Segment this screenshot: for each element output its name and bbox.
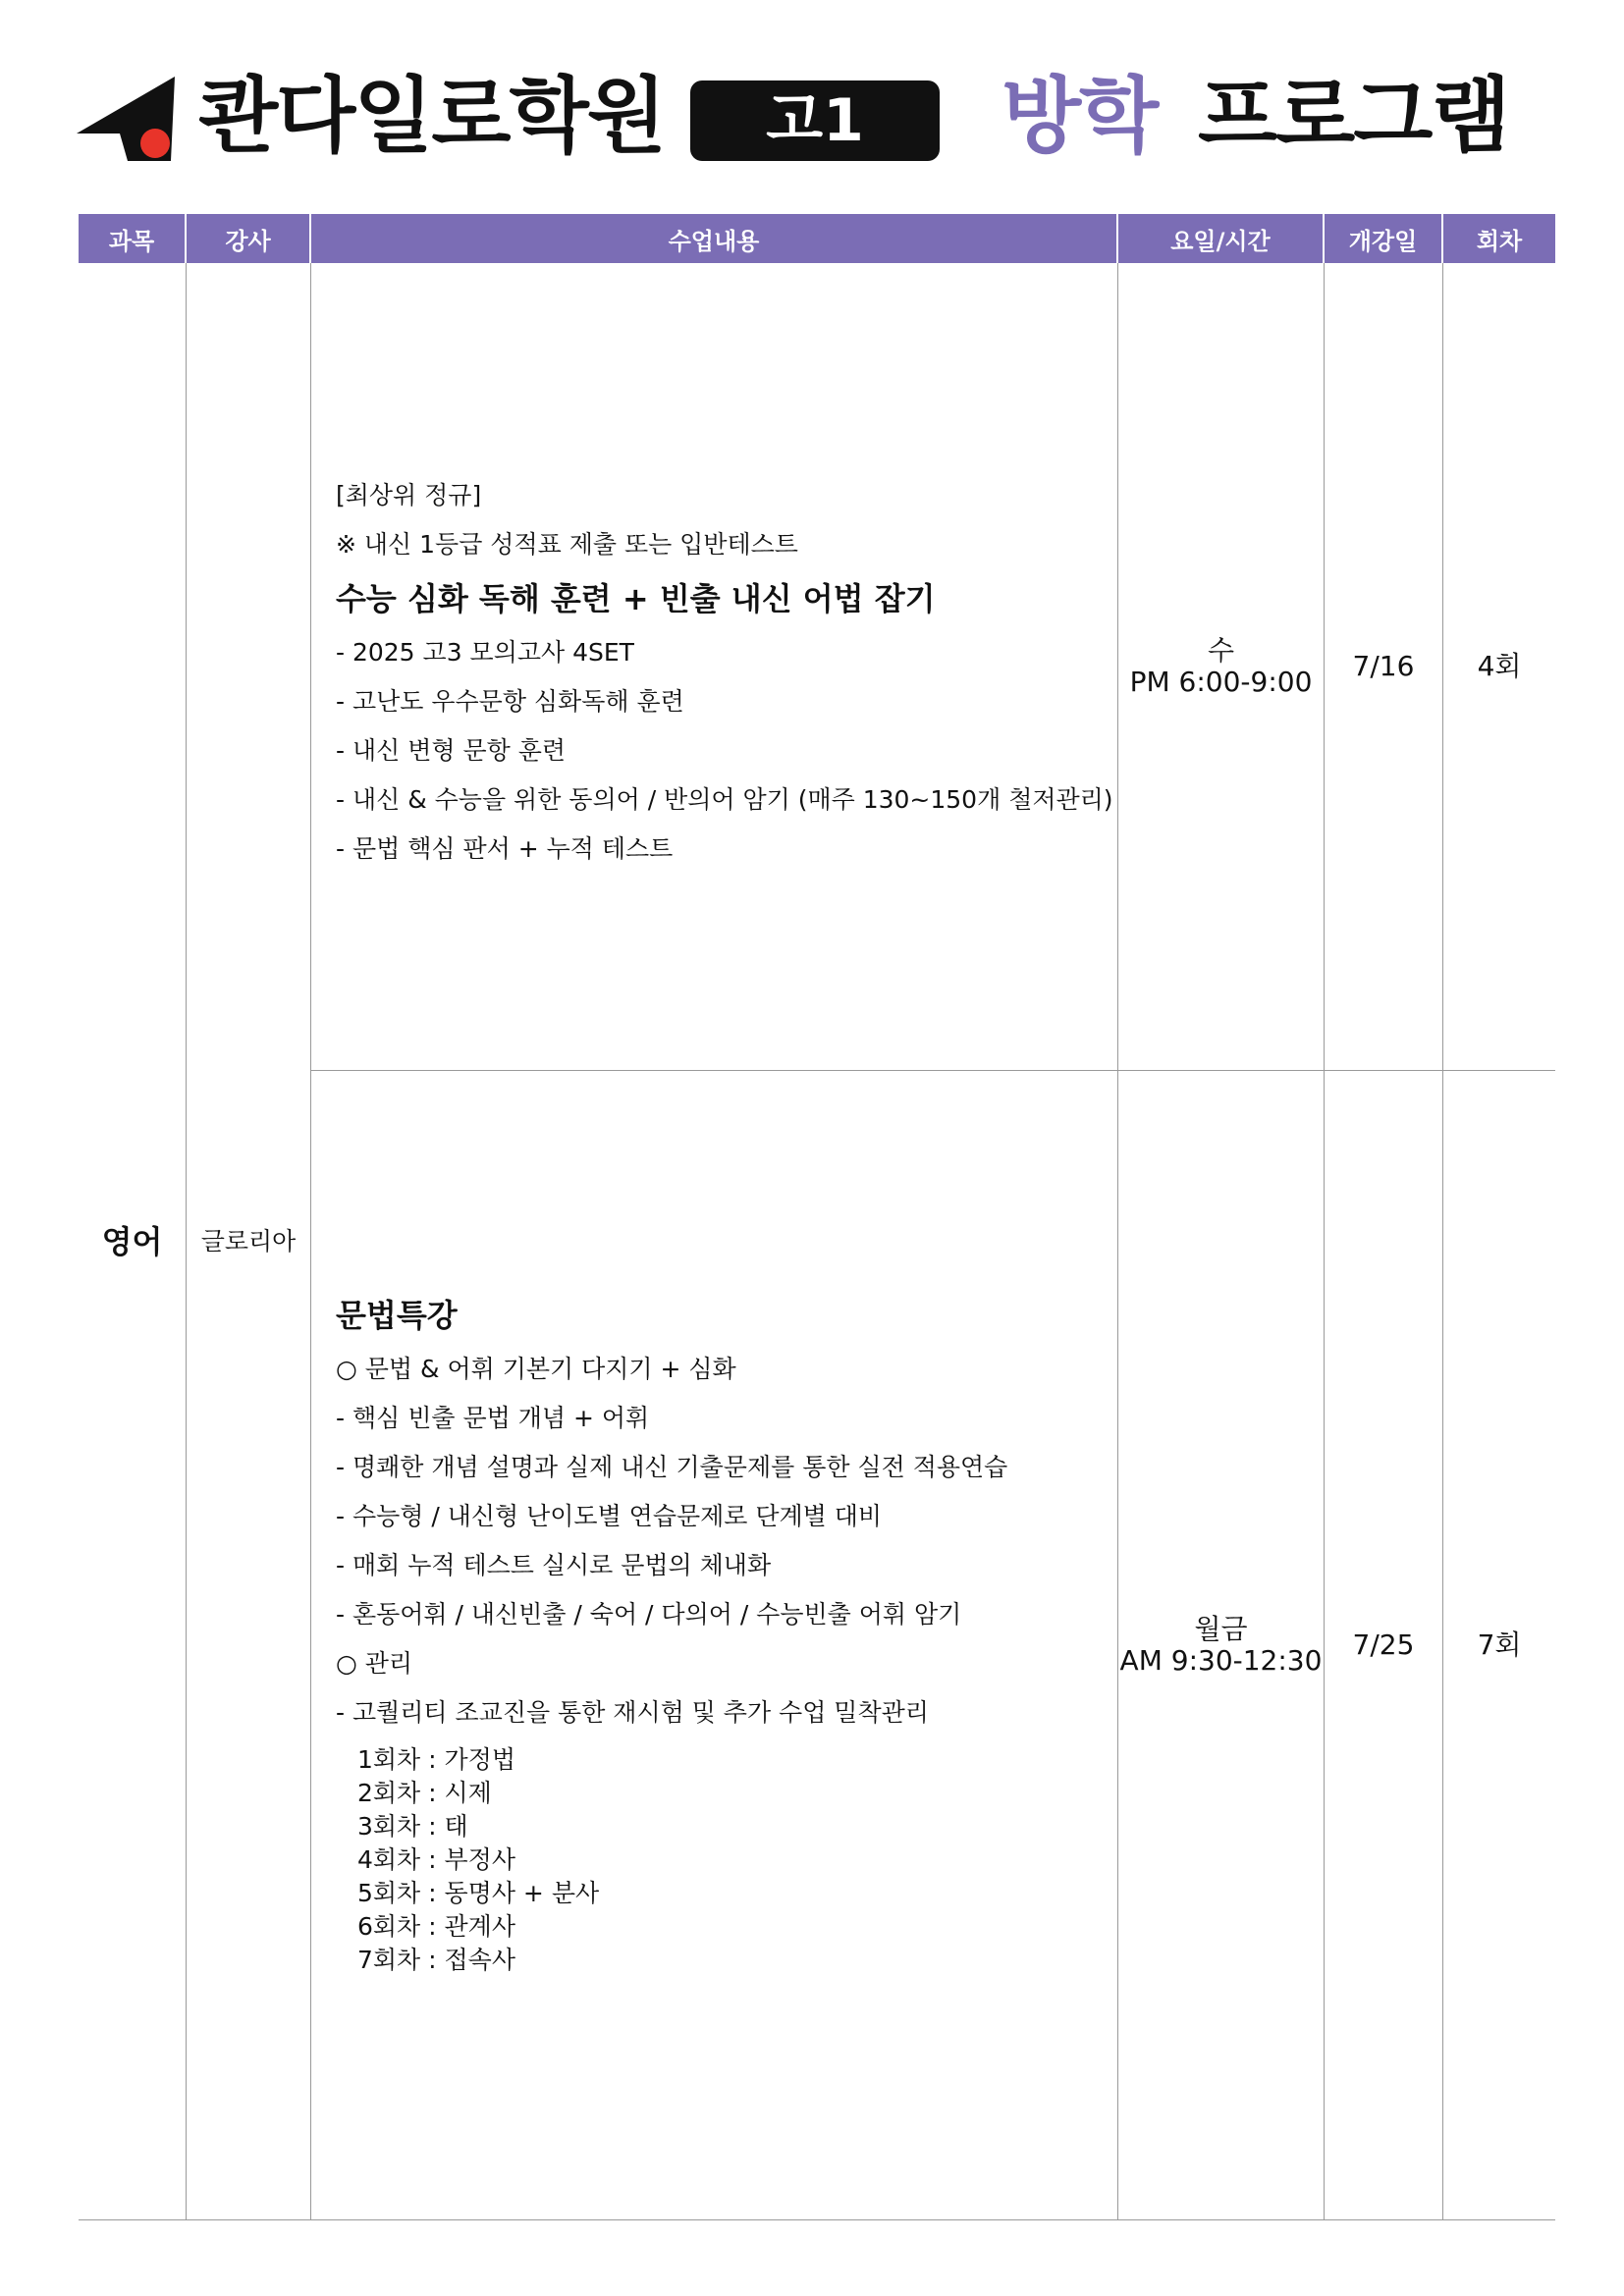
col-header-sessions: 회차: [1443, 214, 1555, 263]
schedule-table: [79, 214, 1555, 2220]
row1-content: [336, 471, 1113, 874]
row1-sessions: 4회: [1477, 649, 1522, 682]
row1-pre-line: [최상위 정규]: [336, 481, 482, 509]
row1-day: 수: [1207, 633, 1235, 667]
row1-line: - 고난도 우수문항 심화독해 훈련: [336, 687, 684, 716]
col-header-time: 요일/시간: [1118, 214, 1323, 263]
row2-day: 월금: [1194, 1612, 1248, 1645]
row2-time: AM 9:30-12:30: [1119, 1644, 1323, 1677]
col-header-content: 수업내용: [311, 214, 1116, 263]
session-list: [357, 1743, 1102, 1977]
row2-title: 문법특강: [336, 1297, 458, 1334]
row2-line: ○ 관리: [336, 1649, 413, 1678]
session-item: 2회차 : 시제: [357, 1779, 492, 1807]
row2-start: 7/25: [1352, 1628, 1415, 1661]
row1-line: - 2025 고3 모의고사 4SET: [336, 638, 634, 667]
session-item: 4회차 : 부정사: [357, 1845, 515, 1874]
row1-line: - 내신 변형 문항 훈련: [336, 736, 567, 765]
brand-name: 콴다일로학원: [198, 68, 665, 164]
grid-line: [310, 263, 311, 2220]
row1-time: PM 6:00-9:00: [1129, 666, 1313, 698]
session-item: 7회차 : 접속사: [357, 1946, 515, 1974]
col-header-start: 개강일: [1325, 214, 1441, 263]
row1-pre-line: ※ 내신 1등급 성적표 제출 또는 입반테스트: [336, 530, 798, 559]
row2-time-cell: [1118, 1071, 1324, 2219]
page-header: [77, 69, 1549, 177]
row1-line: - 내신 & 수능을 위한 동의어 / 반의어 암기 (매주 130~150개 철저관리): [336, 785, 1113, 814]
session-item: 6회차 : 관계사: [357, 1912, 515, 1941]
row1-start: 7/16: [1352, 649, 1415, 682]
session-item: 1회차 : 가정법: [357, 1745, 515, 1774]
grade-badge: 고1: [690, 80, 940, 161]
row2-line: - 핵심 빈출 문법 개념 + 어휘: [336, 1404, 650, 1432]
title-accent: 방학: [1001, 68, 1158, 164]
row2-line: - 고퀄리티 조교진을 통한 재시험 및 추가 수업 밀착관리: [336, 1698, 929, 1727]
row2-content: [336, 1286, 1102, 1977]
subject-cell: 영어: [101, 1222, 163, 1260]
teacher-cell: 글로리아: [200, 1226, 297, 1255]
row2-line: - 명쾌한 개념 설명과 실제 내신 기출문제를 통한 실전 적용연습: [336, 1453, 1008, 1481]
row2-sessions: 7회: [1477, 1628, 1522, 1661]
row1-line: - 문법 핵심 판서 + 누적 테스트: [336, 834, 674, 863]
row1-time-cell: [1118, 263, 1324, 1070]
title-main: 프로그램: [1198, 68, 1509, 164]
academy-logo-icon: [77, 77, 175, 161]
col-header-teacher: 강사: [187, 214, 309, 263]
row2-line: ○ 문법 & 어휘 기본기 다지기 + 심화: [336, 1355, 736, 1383]
session-item: 5회차 : 동명사 + 분사: [357, 1879, 600, 1907]
col-header-subject: 과목: [79, 214, 185, 263]
session-item: 3회차 : 태: [357, 1812, 468, 1841]
row2-line: - 혼동어휘 / 내신빈출 / 숙어 / 다의어 / 수능빈출 어휘 암기: [336, 1600, 962, 1629]
row2-line: - 매회 누적 테스트 실시로 문법의 체내화: [336, 1551, 772, 1579]
row2-line: - 수능형 / 내신형 난이도별 연습문제로 단계별 대비: [336, 1502, 883, 1530]
row1-title: 수능 심화 독해 훈련 + 빈출 내신 어법 잡기: [336, 580, 936, 617]
